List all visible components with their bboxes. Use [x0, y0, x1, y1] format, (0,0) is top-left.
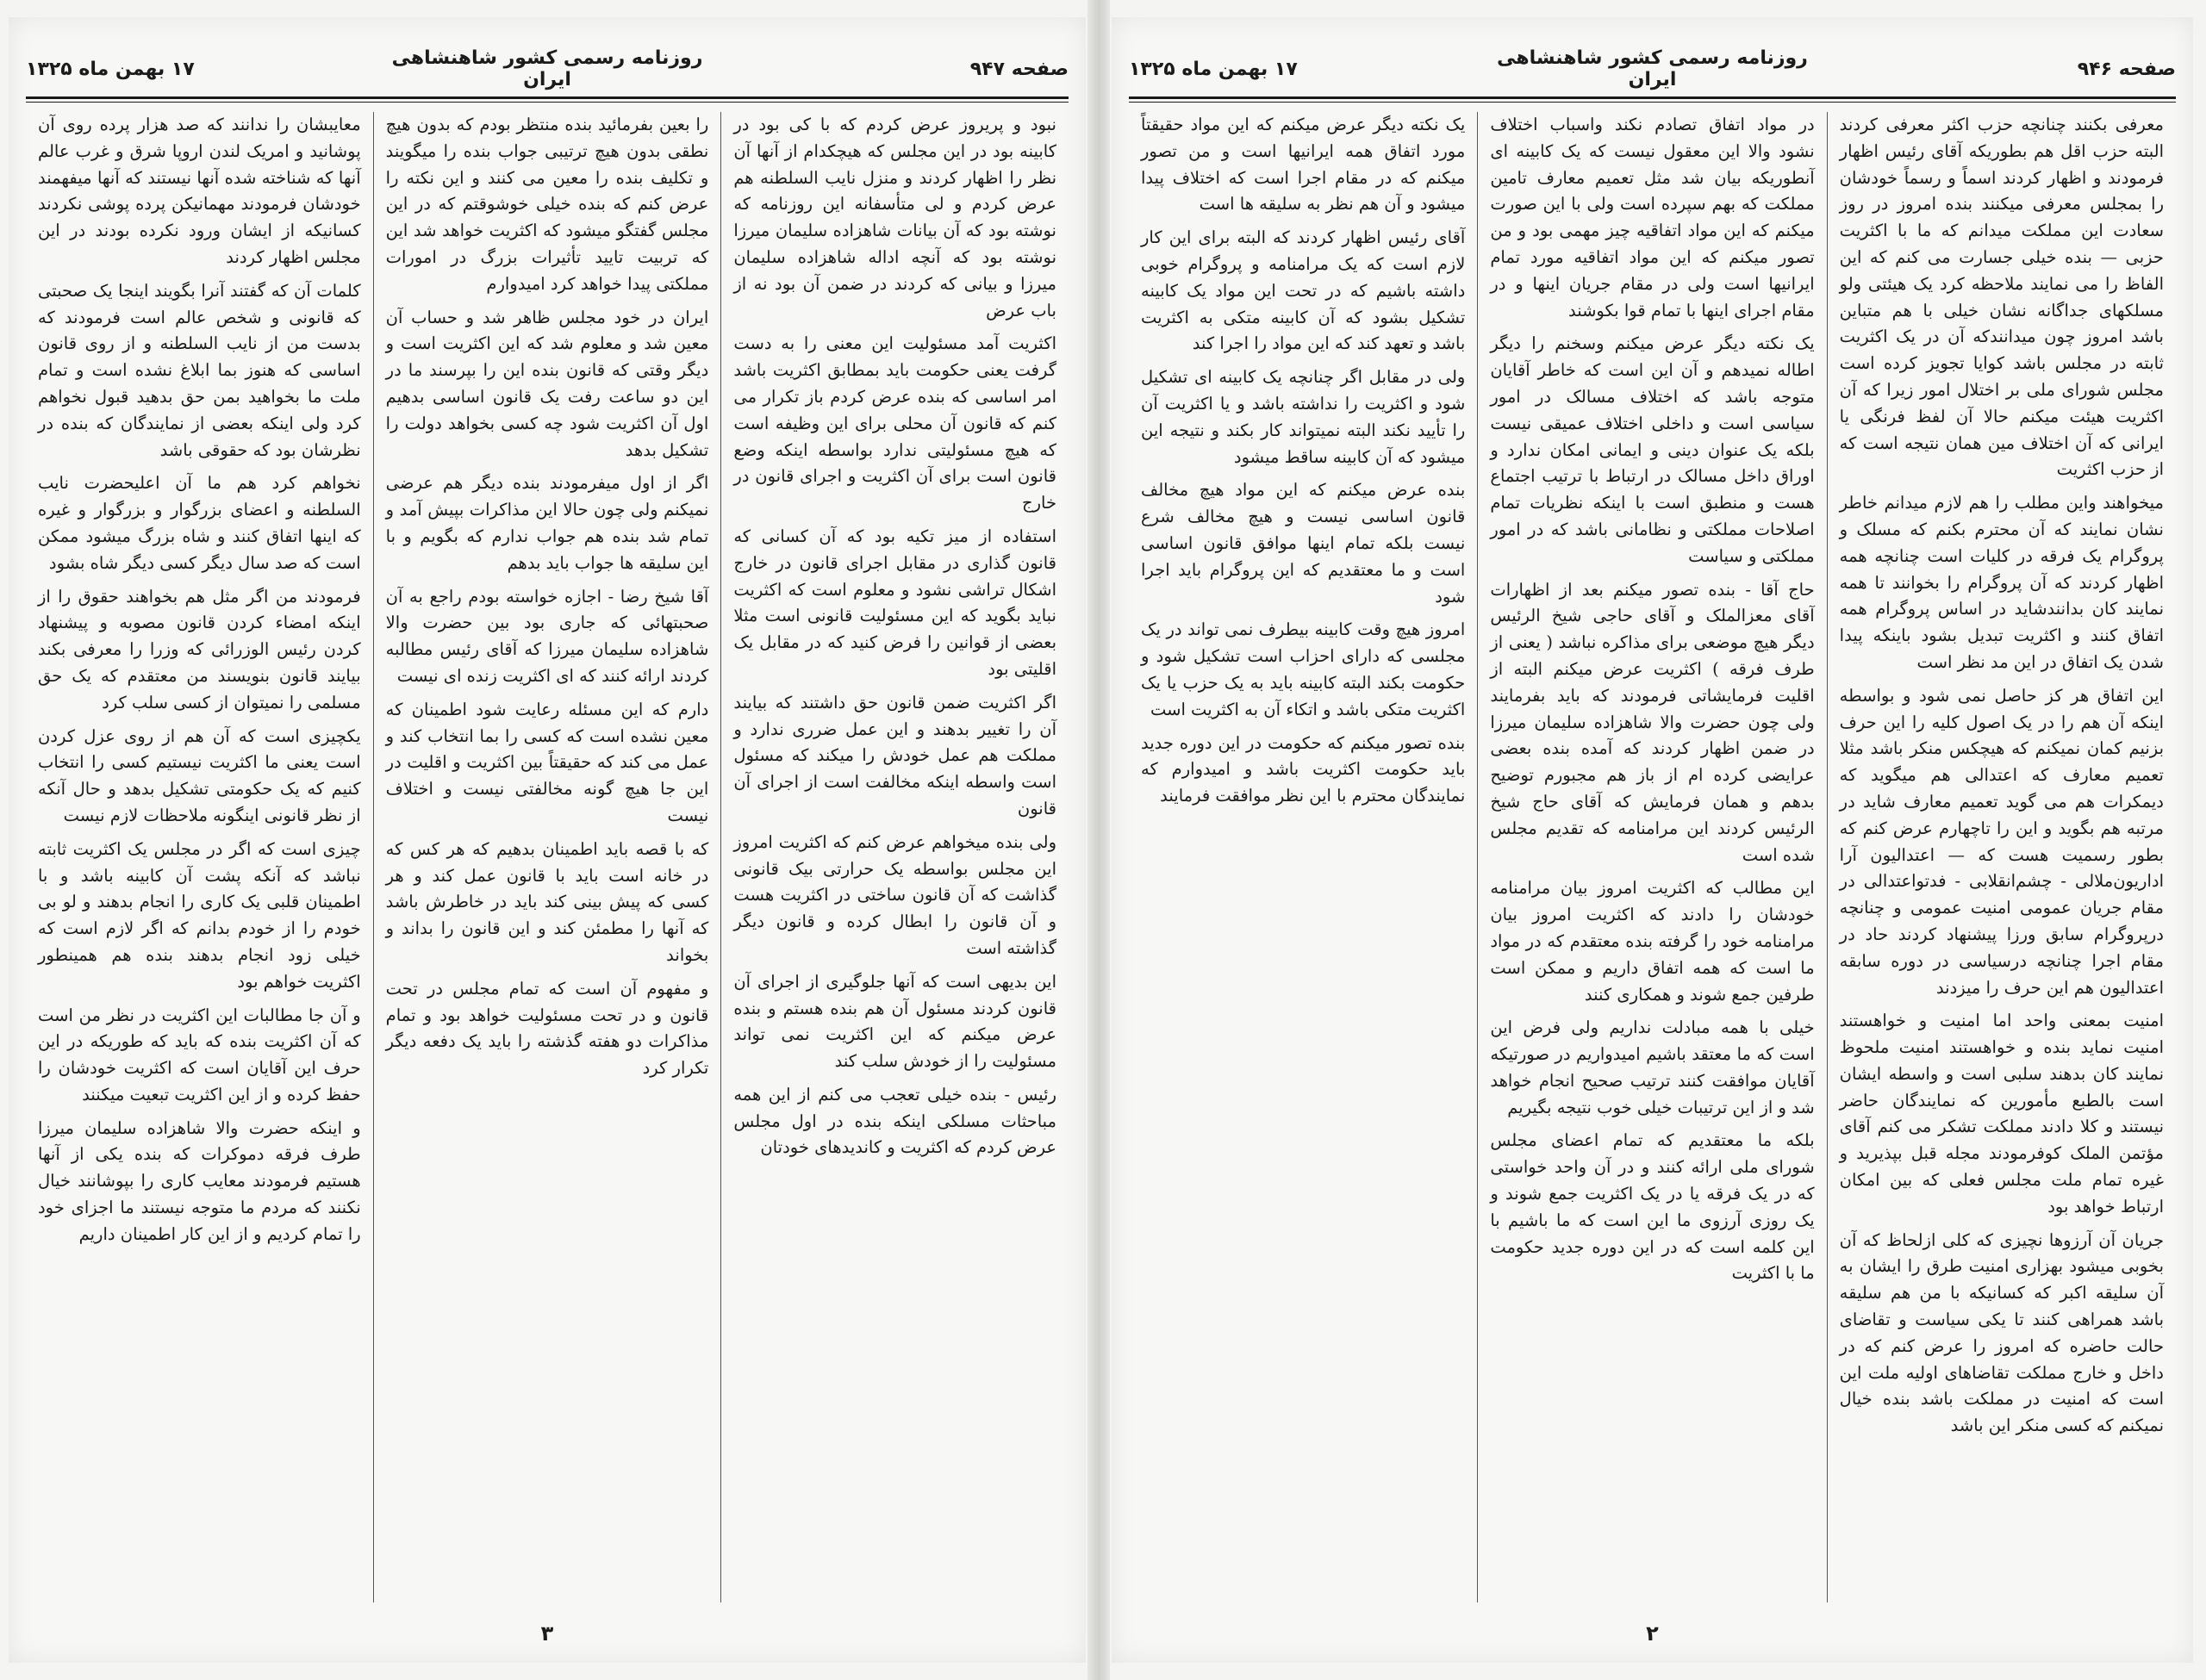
text-column — [1827, 112, 2176, 1602]
paragraph: اگر اکثریت ضمن قانون حق داشتند که بیایند آن را تغییر بدهند و این عمل ضرری ندارد و مملکت هم عمل خودش را میکند که مسئول است واسطه اینکه مخالفت است از اجرای آن قانون — [733, 692, 1056, 818]
paragraph: نخواهم کرد هم ما آن اعلیحضرت نایب السلطنه و اعضای بزرگوار و بزرگوار و غیره که اینها اتفاق کنند و شاه بزرگ میشود ممکن است که صد سال دیگر کسی دیگر شاه بشود — [37, 473, 361, 573]
left-page — [9, 17, 1086, 1663]
text-column — [373, 112, 721, 1602]
paragraph: میخواهند واین مطلب را هم لازم میدانم خاطر نشان نمایند که آن محترم بکنم که مسلک و پروگرام یک فرقه در کلیات است چنانچه همه اظهار کردند که آن پروگرام را بخوانند تا همه نمایند کان بدانندشاید در اساس پروگرام همه اتفاق کنند و اکثریت تبدیل بشود باینکه پیدا شدن یک اتفاق در این مد نظر است — [1839, 493, 2164, 672]
paragraph: این بدیهی است که آنها جلوگیری از اجرای آن قانون کردند مسئول آن هم بنده هستم و بنده عرض میکنم که این اکثریت نمی تواند مسئولیت را از خودش سلب کند — [733, 971, 1056, 1072]
right-page-columns — [1129, 112, 2176, 1602]
left-page-header — [26, 43, 1069, 95]
text-column — [1477, 112, 1826, 1602]
right-page-header — [1129, 43, 2176, 95]
paragraph: یکچیزی است که آن هم از روی عزل کردن است یعنی ما اکثریت نیستیم کسی را انتخاب کنیم که یک حکومتی تشکیل بدهد و حال آنکه از نظر قانونی اینگونه ملاحظات لازم نیست — [37, 725, 361, 825]
paragraph: این مطالب که اکثریت امروز بیان مرامنامه خودشان را دادند که اکثریت امروز بیان مرامنامه خود را گرفته بنده معتقدم که در مواد ما است که همه اتفاق داریم و ممکن است طرفین جمع شوند و همکاری کنند — [1490, 878, 1815, 1005]
paragraph: امروز هیچ وقت کابینه بیطرف نمی تواند در یک مجلسی که دارای احزاب است تشکیل شود و حکومت بکند البته کابینه باید به یک حزب یا یک اکثریت متکی باشد و اتکاء آن به اکثریت است — [1141, 619, 1466, 719]
paragraph: جریان آن آرزوها نچیزی که کلی ازلحاظ که آن بخوبی میشود بهزاری امنیت طرق را ایشان به آن سلیقه اکبر که کسانیکه با من هم سلیقه باشد همراهی کنند تا یکی سیاست و تقاضای حالت حاضره که امروز را عرض کنم که در داخل و خارج مملکت تقاضاهای اولیه ملت این است که امنیت در مملکت باشد بنده خیال نمیکنم که کسی منکر این باشد — [1839, 1229, 2164, 1436]
paragraph: فرمودند من اگر مثل هم بخواهند حقوق را از اینکه امضاء کردن قانون مصوبه و پیشنهاد کردن رئیس الوزرائی که وزرا را معرفی بکند بیایند قانون بنویسند من معتقدم که یک حق مسلمی را نمیتوان از کسی سلب کرد — [37, 586, 361, 712]
paragraph: آقا شیخ رضا - اجازه خواسته بودم راجع به آن صحبتهائی که جاری بود بین حضرت والا شاهزاده سلیمان میرزا که آقای رئیس مطالبه کردند ارائه کنند که ای اکثریت زنده ای نیست — [385, 586, 709, 686]
paragraph: بنده تصور میکنم که حکومت در این دوره جدید باید حکومت اکثریت باشد و امیدوارم که نمایندگان محترم با این نظر موافقت فرمایند — [1141, 732, 1466, 806]
text-column — [1129, 112, 1477, 1602]
paragraph: را بعین بفرمائید بنده منتظر بودم که بدون هیچ نطقی بدون هیچ ترتیبی جواب بنده را میگویند و تکلیف بنده را معین می کنند و این نکته را عرض کنم که بنده خیلی خوشوقتم که در این مجلس گفتگو میشود که اکثریت خواهد شد این که تربیت تایید تأثیرات بزرگ در امورات مملکتی پیدا خواهد کرد امیدوارم — [385, 115, 709, 294]
paragraph: و مفهوم آن است که تمام مجلس در تحت قانون و در تحت مسئولیت خواهد بود و تمام مذاکرات دو هفته گذشته را باید یک دفعه دیگر تکرار کرد — [385, 978, 709, 1079]
issue-date: ۱۷ بهمن ماه ۱۳۲۵ — [1129, 58, 1298, 80]
left-page-columns — [26, 112, 1069, 1602]
paragraph: خیلی با همه مبادلت نداریم ولی فرض این است که ما معتقد باشیم امیدواریم در صورتیکه آقایان موافقت کنند ترتیب صحیح انجام خواهد شد و از این ترتیبات خیلی خوب نتیجه بگیریم — [1490, 1017, 1815, 1117]
paragraph: ایران در خود مجلس ظاهر شد و حساب آن معین شد و معلوم شد که این اکثریت است و دیگر وقتی که قانون بنده این را بپرسند ما در این دو ساعت رفت یک قانون اساسی بدهیم اول آن اکثریت شود چه کسی بخواهد دولت را تشکیل بدهد — [385, 307, 709, 460]
paragraph: و اینکه حضرت والا شاهزاده سلیمان میرزا طرف فرقه دموکرات که بنده یکی از آنها هستیم فرمودند معایب کاری را بپوشانند خیال نکنند که مردم ما متوجه نیستند ما اجزای خود را تمام کردیم و از این کار اطمینان داریم — [37, 1117, 361, 1244]
paragraph: این اتفاق هر کز حاصل نمی شود و بواسطه اینکه آن هم را در یک اصول کلیه را این حرف بزنیم کمان نمیکنم که هیچکس منکر باشد مثلا تعمیم معارف که اعتدالی هم میگوید که دیمکرات هم می گوید تعمیم معارف شاید در مرتبه هم بگوید و این را تاچهارم عرض کنم که بطور رسمیت هست که — اعتدالیون آرا اداریون‌ملالی - چشم‌انقلابی - فدتوا‌عتدالی در مقام جریان عمومی امنیت عمومی و چنانچه درپروگرام سابق ورزا پیشنهاد کردند حاد در مقام اجرا چنانچه درسیاسی در دوره سابقه اعتدالیون هم این حرف را میزدند — [1839, 685, 2164, 998]
text-column — [720, 112, 1069, 1602]
paragraph: بنده عرض میکنم که این مواد هیچ مخالف قانون اساسی نیست و هیچ مخالف شرع نیست بلکه تمام اینها موافق قانون اساسی است و ما معتقدیم که این پروگرام باید اجرا شود — [1141, 480, 1466, 607]
header-rule — [26, 96, 1069, 99]
newspaper-title: روزنامه رسمی کشور شاهنشاهی ایران — [391, 47, 703, 90]
paragraph: آقای رئیس اظهار کردند که البته برای این کار لازم است که یک مرامنامه و پروگرام خوبی داشته باشیم که در تحت این مواد یک کابینه تشکیل بشود که آن کابینه متکی به اکثریت باشد و تعهد کند که این مواد را اجرا کند — [1141, 227, 1466, 354]
paragraph: در مواد اتفاق تصادم نکند واسباب اختلاف نشود والا این معقول نیست که یک کابینه ای آنطوریکه بیان شد مثل تعمیم معارف تامین مملکت که بهم سپرده است ولی با این صورت میکنم که این مواد اتفاقیه چیز مهمی بود و من تصور میکنم که این مواد اتفاقیه مورد تمام ایرانیها است ولی در مقام جریان اینها و در مقام اجرای اینها با تمام قوا بکوشند — [1490, 115, 1815, 320]
paragraph: امنیت بمعنی واحد اما امنیت و خواهستند امنیت نماید بنده و خواهستند امنیت ملحوظ نمایند کان بدهند سلبی است و واسطه ایشان است بالطبع مأمورین که نمایندگان حاضر نیستند و کلا دادند مملکت تشکر می کنم آقای مؤتمن الملک کوفرمودند مجله قبل بپذیرید و غیره تمام ملت مجلس فعلی که بین امکان ارتباط خواهد بود — [1839, 1011, 2164, 1216]
paragraph: رئیس - بنده خیلی تعجب می کنم از این همه مباحثات مسلکی اینکه بنده در اول مجلس عرض کردم که اکثریت و کاندیدهای خودتان — [733, 1084, 1056, 1158]
paragraph: یک نکته دیگر عرض میکنم که این مواد حقیقتاً مورد اتفاق همه ایرانیها است و من تصور میکنم که در مقام اجرا است که اختلاف پیدا میشود و آن هم نظر به سلیقه ها است — [1141, 115, 1466, 215]
header-rule — [1129, 96, 2176, 99]
book-gutter — [1087, 0, 1110, 1680]
page-number-label: صفحه ۹۴۷ — [969, 58, 1069, 80]
paragraph: که با قصه باید اطمینان بدهیم که هر کس که در خانه است باید با قانون عمل کند و هر کسی که پیش بینی کند باید در خاطرش باشد که آنها را مطمئن کند و این قانون را بداند و بخواند — [385, 838, 709, 965]
paragraph: اکثریت آمد مسئولیت این معنی را به دست گرفت یعنی حکومت باید بمطابق اکثریت باشد امر اساسی که بنده عرض کردم باز تکرار می کنم که قانون آن محلی برای این وظیفه است که هیچ مسئولیتی ندارد بواسطه اینکه وضع قانون است برای آن اکثریت و اجرای قانون در خارج — [733, 333, 1056, 513]
paragraph: نبود و پریروز عرض کردم که با کی بود در کابینه بود در این مجلس که هیچکدام از آنها آن نظر را اظهار کردند و منزل نایب السلطنه هم عرض کردم و لی متأسفانه این روزنامه که نوشته بود که آن بیانات شاهزاده سلیمان میرزا نوشته بود که آنچه اداله شاهزاده سلیمان میرزا و بیانی که کردند در ضمن آن بود نه از باب عرض — [733, 115, 1056, 320]
text-column — [26, 112, 373, 1602]
paragraph: معایبشان را ندانند که صد هزار پرده روی آن پوشانید و امریک لندن اروپا شرق و غرب عالم آنها که شناخته شده آنها نیستند که آنها میفهمند خودشان فرمودند مهمانیکن پرده پوشی نکردند کسانیکه از ایشان ورود نکرده بودند در این مجلس اظهار کردند — [37, 115, 361, 267]
paragraph: بلکه ما معتقدیم که تمام اعضای مجلس شورای ملی ارائه کنند و در آن واحد خواستی که در یک فرقه یا در یک اکثریت جمع شوند و یک روزی آرزوی ما این است که ما باشیم با این کلمه است که در این دوره جدید حکومت ما با اکثریت — [1490, 1130, 1815, 1284]
paragraph: دارم که این مسئله رعایت شود اطمینان که معین نشده است که کسی را بما انتخاب کند و عمل می کند که حقیقتاً بین اکثریت و اقلیت در این جا هیچ گونه مخالفتی نیست و اختلاف نیست — [385, 699, 709, 825]
paragraph: معرفی بکنند چنانچه حزب اکثر معرفی کردند البته حزب اقل هم بطوریکه آقای رئیس اظهار فرمودند و اظهار کردند اسماً و رسماً خودشان را بمجلس معرفی میکنند بنده امروز در روز سعادت این مملکت میدانم که ما با اکثریت حزبی — بنده خیلی جسارت می کنم که این الفاظ را می نمایند ملاحظه کرد یک هیئتی ولو مسلکهای جداگانه نشان خیلی با هم متباین باشد امروز چون میدانندکه آن در یک اکثریت ثابته در مجلس باشد کوایا تجویز کرده است مجلس شورای ملی بر اختلال امور زیرا که آن اکثریت هیئت میکنم حالا آن لفظ فرنگی یا ایرانی که آن اختلاف مین همان نتیجه است که از حزب اکثریت — [1839, 115, 2164, 480]
paragraph: ولی بنده میخواهم عرض کنم که اکثریت امروز این مجلس بواسطه یک حرارتی بیک قانونی گذاشت که آن قانون ساختی در اکثریت هست و آن قانون را ابطال کرده و قانون دیگر گذاشته است — [733, 831, 1056, 958]
page-footer-number: ۲ — [1646, 1621, 1659, 1646]
issue-date: ۱۷ بهمن ماه ۱۳۲۵ — [26, 58, 195, 80]
page-footer-number: ۳ — [540, 1621, 554, 1646]
paragraph: حاج آقا - بنده تصور میکنم بعد از اظهارات آقای معزالملک و آقای حاجی شیخ الرئیس دیگر هیچ موضعی برای مذاکره نباشد ( یعنی از طرف فرقه ) اکثریت عرض میکنم البته از اقلیت فرمایشاتی فرمودند که باید بفرمایند ولی چون حضرت والا شاهزاده سلیمان میرزا در ضمن اظهار کردند که آمده بنده بعضی عرایضی کرده ام از باز هم مجبورم توضیح بدهم و همان فرمایش که آقای حاج شیخ الرئیس کردند این مرامنامه که تقدیم مجلس شده است — [1490, 579, 1815, 865]
paragraph: و آن جا مطالبات این اکثریت در نظر من است که آن اکثریت بنده که باید که طوریکه در این حرف این آقایان است که اکثریت خودشان را حفظ کرده و از این اکثریت تبعیت میکنند — [37, 1005, 361, 1104]
paragraph: چیزی است که اگر در مجلس یک اکثریت ثابته نباشد که آنکه پشت آن کابینه باشد و با اطمینان قلبی یک کاری را انجام بدهند و لو بی خودم را از خودم بدانم که اگر لازم است که خیلی زود انجام بدهند بنده هم همینطور اکثریت خواهم بود — [37, 838, 361, 992]
paragraph: یک نکته دیگر عرض میکنم وسخنم را دیگر اطاله نمیدهم و آن این است که خاطر آقایان متوجه باشد که اختلاف مسالک در امور سیاسی است و داخلی اختلاف عمیقی نیست بلکه یک عنوان دینی و ایمانی امکان ندارد و اوراق داخل مسالک در ارتباط با ترتیب اجتماع هست و منطبق است با اینکه نظریات تمام اصلاحات مملکتی و نظامانی باشد که در امور مملکتی و سیاست — [1490, 333, 1815, 566]
page-number-label: صفحه ۹۴۶ — [2077, 58, 2176, 80]
paragraph: استفاده از میز تکیه بود که آن کسانی که قانون گذاری در مقابل اجرای قانون در خارج اشکال تراشی نشود و معلوم است که اکثریت نباید بگوید که این مسئولیت قانونی است مثلا بعضی از قوانین را فرض کنید که در مقابل یک اقلیتی بود — [733, 526, 1056, 679]
paragraph: ولی در مقابل اگر چنانچه یک کابینه ای تشکیل شود و اکثریت را نداشته باشد و یا اکثریت آن را تأیید نکند البته نمیتواند کار بکند و نتیجه این میشود که آن کابینه ساقط میشود — [1141, 367, 1466, 467]
newspaper-title: روزنامه رسمی کشور شاهنشاهی ایران — [1497, 47, 1808, 90]
right-page — [1112, 17, 2193, 1663]
header-rule-thin — [26, 102, 1069, 103]
header-rule-thin — [1129, 102, 2176, 103]
paragraph: کلمات آن که گفتند آنرا بگویند اینجا یک صحبتی که قانونی و شخص عالم است فرمودند که بدست من از نایب السلطنه و از روی قانون اساسی که هنوز بما ابلاغ نشده است و تمام ملت ما بخواهید بمن حق بدهید قبول نخواهم کرد ولی اینکه بعضی از نمایندگان که بنده در نظرشان بود که حقوقی باشد — [37, 280, 361, 460]
paragraph: اگر از اول میفرمودند بنده دیگر هم عرضی نمیکنم ولی چون حالا این مذاکرات بپیش آمد و تمام شد بنده هم جواب ندارم که بگویم و با این سلیقه ها جواب باید بدهم — [385, 473, 709, 573]
